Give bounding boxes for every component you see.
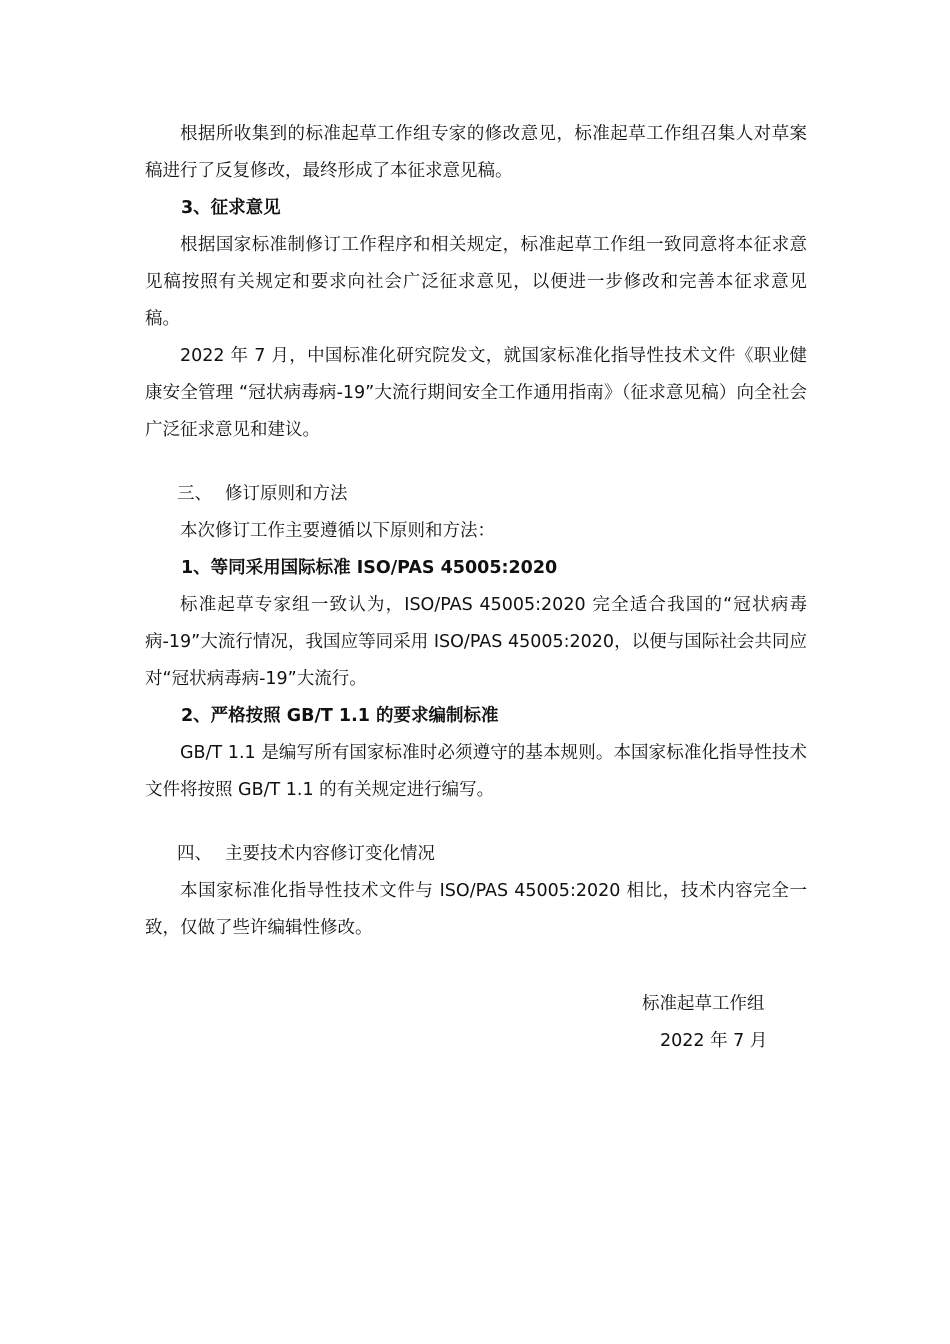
section-number: 三、 — [177, 484, 212, 504]
paragraph-principle-1: 标准起草专家组一致认为，ISO/PAS 45005:2020 完全适合我国的“冠状病毒病-19”大流行情况，我国应等同采用 ISO/PAS 45005:2020，以便与国际社会共同应对“冠状病毒病-19”大流行。 — [145, 595, 808, 689]
section-number: 四、 — [177, 844, 212, 864]
heading-consultation: 3、征求意见 — [181, 198, 281, 218]
paragraph-consultation: 根据国家标准制修订工作程序和相关规定，标准起草工作组一致同意将本征求意见稿按照有关规定和要求向社会广泛征求意见，以便进一步修改和完善本征求意见稿。 — [145, 235, 807, 329]
paragraph-announcement: 2022 年 7 月，中国标准化研究院发文，就国家标准化指导性技术文件《职业健康安全管理 “冠状病毒病-19”大流行期间安全工作通用指南》（征求意见稿）向全社会广泛征求意见和建议。 — [145, 346, 807, 440]
paragraph-principles-intro: 本次修订工作主要遵循以下原则和方法： — [180, 521, 495, 541]
heading-principle-2: 2、严格按照 GB/T 1.1 的要求编制标准 — [181, 706, 499, 726]
section-title: 主要技术内容修订变化情况 — [225, 844, 435, 864]
paragraph-principle-2: GB/T 1.1 是编写所有国家标准时必须遵守的基本规则。本国家标准化指导性技术文件将按照 GB/T 1.1 的有关规定进行编写。 — [145, 743, 807, 800]
section-title: 修订原则和方法 — [225, 484, 348, 504]
paragraph-changes: 本国家标准化指导性技术文件与 ISO/PAS 45005:2020 相比，技术内容完全一致，仅做了些许编辑性修改。 — [145, 881, 807, 938]
signature-date: 2022 年 7 月 — [660, 1031, 768, 1051]
section-heading-changes — [177, 836, 435, 873]
section-heading-principles — [177, 476, 348, 513]
signature-org: 标准起草工作组 — [642, 994, 765, 1014]
heading-principle-1: 1、等同采用国际标准 ISO/PAS 45005:2020 — [181, 558, 558, 578]
paragraph-revision: 根据所收集到的标准起草工作组专家的修改意见，标准起草工作组召集人对草案稿进行了反复修改，最终形成了本征求意见稿。 — [145, 124, 807, 181]
